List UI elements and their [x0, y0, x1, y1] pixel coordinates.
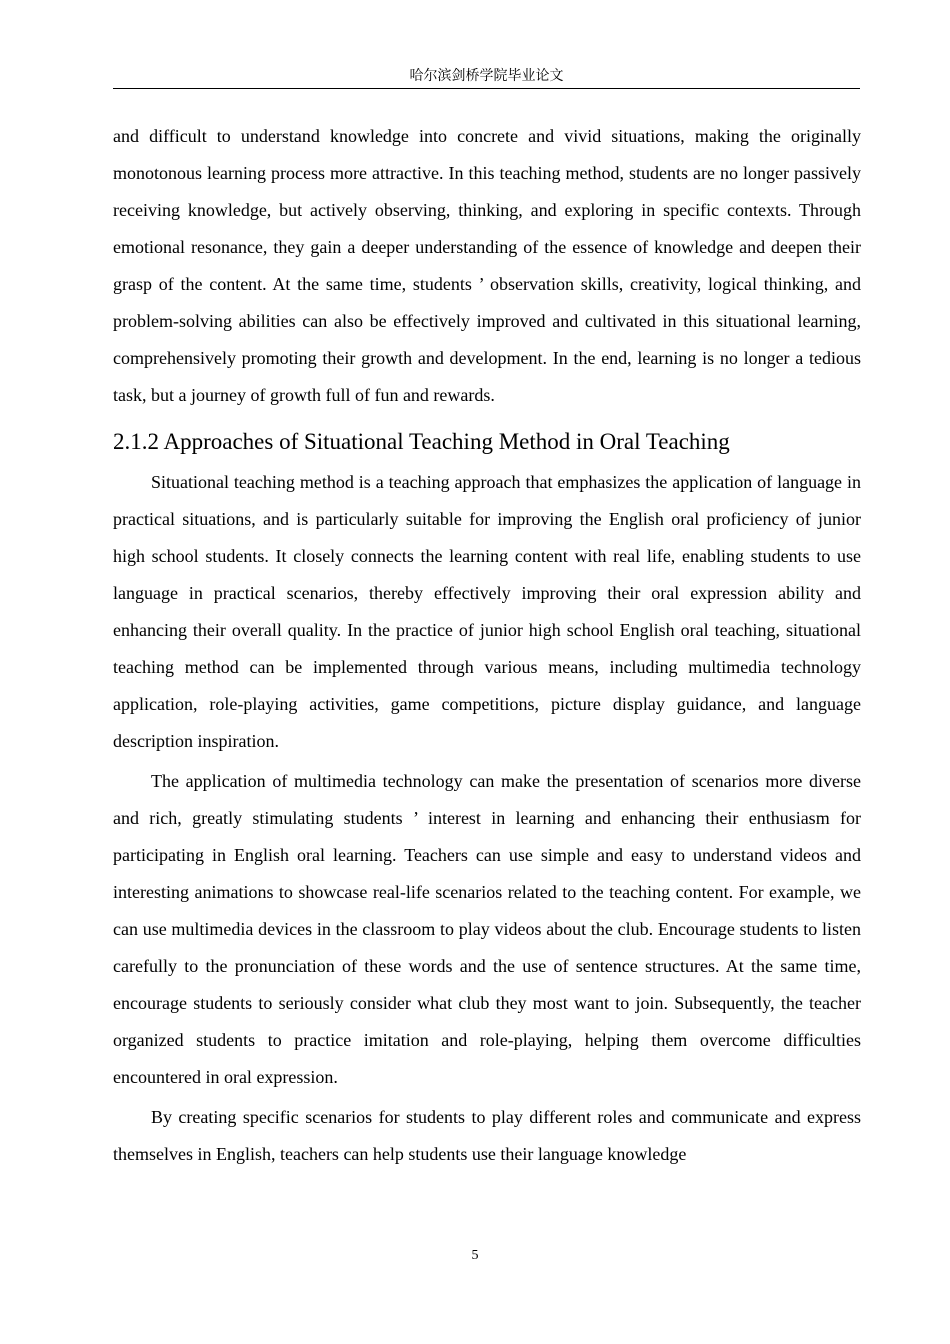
- body-text: [113, 118, 861, 1173]
- paragraph-continuation: and difficult to understand knowledge into concrete and vivid situations, making the originally monotonous learning process more attractive. In this teaching method, students are no longer passively receiving knowledge, but actively observing, thinking, and exploring in specific contexts. Through emotional resonance, they gain a deeper understanding of the essence of knowledge and deepen their grasp of the content. At the same time, students ’ observation skills, creativity, logical thinking, and problem-solving abilities can also be effectively improved and cultivated in this situational learning, comprehensively promoting their growth and development. In the end, learning is no longer a tedious task, but a journey of growth full of fun and rewards.: [113, 126, 861, 405]
- paragraph-role-play: By creating specific scenarios for students to play different roles and communicate and express themselves in English, teachers can help students use their language knowledge: [113, 1107, 861, 1164]
- header-rule: [113, 88, 860, 89]
- page-number: 5: [471, 1248, 479, 1263]
- section-heading: 2.1.2 Approaches of Situational Teaching Method in Oral Teaching: [113, 429, 730, 454]
- page-header: 哈尔滨剑桥学院毕业论文: [409, 68, 564, 84]
- paragraph-situational-teaching: Situational teaching method is a teaching approach that emphasizes the application of language in practical situations, and is particularly suitable for improving the English oral proficiency of junior high school students. It closely connects the learning content with real life, enabling students to use language in practical scenarios, thereby effectively improving their oral expression ability and enhancing their overall quality. In the practice of junior high school English oral teaching, situational teaching method can be implemented through various means, including multimedia technology application, role-playing activities, game competitions, picture display guidance, and language description inspiration.: [113, 472, 861, 751]
- paragraph-multimedia: The application of multimedia technology can make the presentation of scenarios more diverse and rich, greatly stimulating students ’ interest in learning and enhancing their enthusiasm for participating in English oral learning. Teachers can use simple and easy to understand videos and interesting animations to showcase real-life scenarios related to the teaching content. For example, we can use multimedia devices in the classroom to play videos about the club. Encourage students to listen carefully to the pronunciation of these words and the use of sentence structures. At the same time, encourage students to seriously consider what club they most want to join. Subsequently, the teacher organized students to practice imitation and role-playing, helping them overcome difficulties encountered in oral expression.: [113, 771, 861, 1087]
